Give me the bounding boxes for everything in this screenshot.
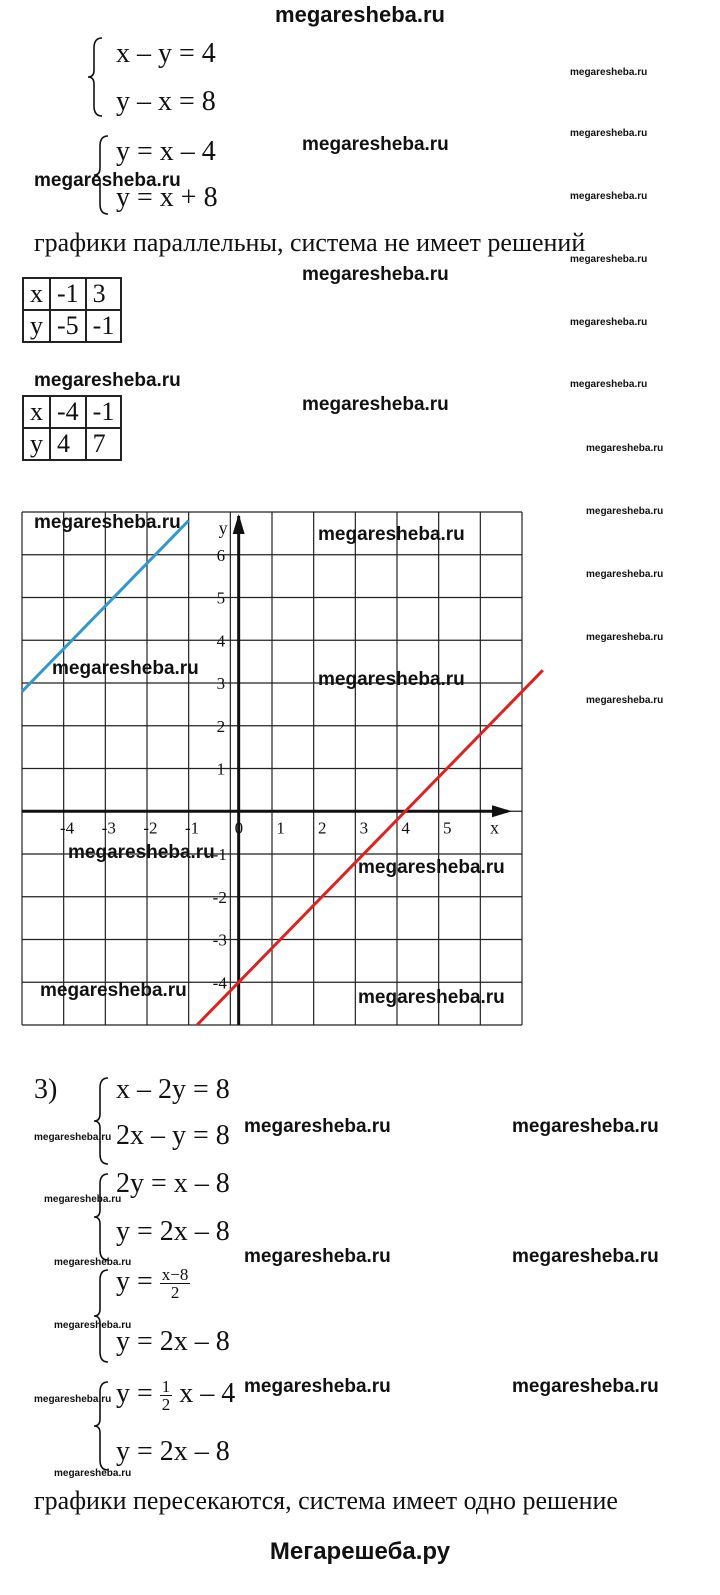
watermark: megaresheba.ru [358, 857, 505, 878]
equation-lhs: y = [116, 1266, 153, 1297]
fraction [160, 1266, 191, 1301]
fraction-denominator: 2 [161, 1395, 171, 1415]
watermark: megaresheba.ru [586, 695, 664, 706]
line-y-eq-x-minus-4 [197, 670, 543, 1025]
conclusion-text: графики параллельны, система не имеет решений [34, 228, 586, 257]
y-tick-label: 5 [216, 588, 226, 608]
equation: y = 2x – 8 [116, 1216, 230, 1247]
watermark: megaresheba.ru [512, 1116, 659, 1137]
equation: 2y = x – 8 [116, 1168, 230, 1199]
table-cell: -4 [50, 396, 86, 428]
x-axis-arrow [492, 805, 512, 817]
x-axis-label: x [490, 817, 499, 838]
watermark: megaresheba.ru [244, 1376, 391, 1397]
watermark: megaresheba.ru [34, 370, 181, 391]
watermark: megaresheba.ru [68, 842, 215, 863]
table-header: x [23, 278, 50, 310]
site-title-bottom: Мегарешеба.ру [269, 1538, 451, 1565]
watermark: megaresheba.ru [512, 1376, 659, 1397]
x-tick-label: -4 [60, 818, 75, 838]
watermark: megaresheba.ru [586, 632, 664, 643]
x-tick-label: -2 [143, 818, 158, 838]
x-tick-label: 2 [318, 818, 327, 838]
y-tick-label: -2 [212, 887, 227, 907]
watermark: megaresheba.ru [244, 1116, 391, 1137]
x-tick-label: 0 [234, 818, 244, 838]
watermark: megaresheba.ru [54, 1320, 132, 1331]
watermark: megaresheba.ru [570, 379, 648, 390]
equation: y = x + 8 [116, 182, 218, 213]
x-tick-label: -1 [185, 818, 200, 838]
watermark: megaresheba.ru [34, 1394, 112, 1405]
x-tick-label: -3 [101, 818, 116, 838]
watermark: megaresheba.ru [34, 1132, 112, 1143]
y-tick-label: -4 [212, 973, 227, 993]
watermark: megaresheba.ru [570, 67, 648, 78]
site-title-top: megaresheba.ru [275, 2, 445, 27]
watermark: megaresheba.ru [570, 317, 648, 328]
y-axis-label: y [218, 518, 228, 538]
watermark: megaresheba.ru [512, 1246, 659, 1267]
equation-lhs: y = [116, 1378, 153, 1409]
table-cell: 3 [86, 278, 122, 310]
fraction-numerator: x−8 [161, 1265, 189, 1285]
y-tick-label: 1 [216, 759, 226, 779]
watermark: megaresheba.ru [586, 569, 664, 580]
x-tick-label: 1 [276, 818, 285, 838]
y-axis-arrow [233, 514, 245, 534]
table-cell: -1 [86, 310, 122, 342]
watermark: megaresheba.ru [34, 170, 181, 191]
equation: y = 2x – 8 [116, 1326, 230, 1357]
y-tick-label: 2 [216, 716, 226, 736]
graph-lines [22, 521, 543, 1025]
watermark: megaresheba.ru [44, 1194, 122, 1205]
brace-icon [92, 1172, 112, 1262]
fraction-equation [116, 1378, 235, 1413]
table-cell: -1 [86, 396, 122, 428]
equation: x – 2y = 8 [116, 1074, 230, 1105]
table-cell: 7 [86, 428, 122, 460]
x-tick-label: 5 [443, 818, 452, 838]
watermark: megaresheba.ru [318, 524, 465, 545]
watermark: megaresheba.ru [570, 254, 648, 265]
watermark: megaresheba.ru [570, 128, 648, 139]
brace-icon [92, 1268, 112, 1364]
x-tick-label: 3 [359, 818, 369, 838]
watermark: megaresheba.ru [570, 191, 648, 202]
fraction [160, 1378, 173, 1413]
equation: x – y = 4 [116, 38, 216, 69]
equation-rest: x – 4 [179, 1378, 236, 1409]
y-tick-label: -1 [212, 845, 227, 864]
fraction-equation [116, 1266, 190, 1301]
table-header: x [23, 396, 50, 428]
part-number: 3) [34, 1074, 58, 1105]
y-tick-label: 4 [216, 631, 226, 651]
conclusion-text: графики пересекаются, система имеет одно решение [34, 1486, 618, 1515]
watermark: megaresheba.ru [34, 512, 181, 533]
watermark: megaresheba.ru [358, 987, 505, 1008]
table-cell: 4 [50, 428, 86, 460]
fraction-numerator: 1 [161, 1377, 171, 1397]
watermark: megaresheba.ru [54, 1468, 132, 1479]
watermark: megaresheba.ru [318, 669, 465, 690]
watermark: megaresheba.ru [40, 980, 187, 1001]
table-header: y [23, 428, 50, 460]
x-tick-label: 4 [401, 818, 410, 838]
watermark: megaresheba.ru [54, 1257, 132, 1268]
y-tick-label: -3 [212, 930, 227, 950]
watermark: megaresheba.ru [586, 443, 664, 454]
y-tick-label: 3 [216, 674, 226, 693]
brace-icon [92, 1076, 112, 1166]
equation: y – x = 8 [116, 86, 216, 117]
equation: y = 2x – 8 [116, 1436, 230, 1467]
watermark: megaresheba.ru [52, 658, 199, 679]
table-cell: -5 [50, 310, 86, 342]
equation: 2x – y = 8 [116, 1120, 230, 1151]
tick-labels [60, 518, 499, 992]
watermark: megaresheba.ru [302, 264, 449, 285]
table-header: y [23, 310, 50, 342]
table-cell: -1 [50, 278, 86, 310]
watermark: megaresheba.ru [586, 506, 664, 517]
y-tick-label: 6 [216, 545, 226, 565]
watermark: megaresheba.ru [244, 1246, 391, 1267]
equation: y = x – 4 [116, 136, 216, 167]
watermark: megaresheba.ru [302, 394, 449, 415]
fraction-denominator: 2 [170, 1283, 180, 1303]
watermark: megaresheba.ru [302, 134, 449, 155]
